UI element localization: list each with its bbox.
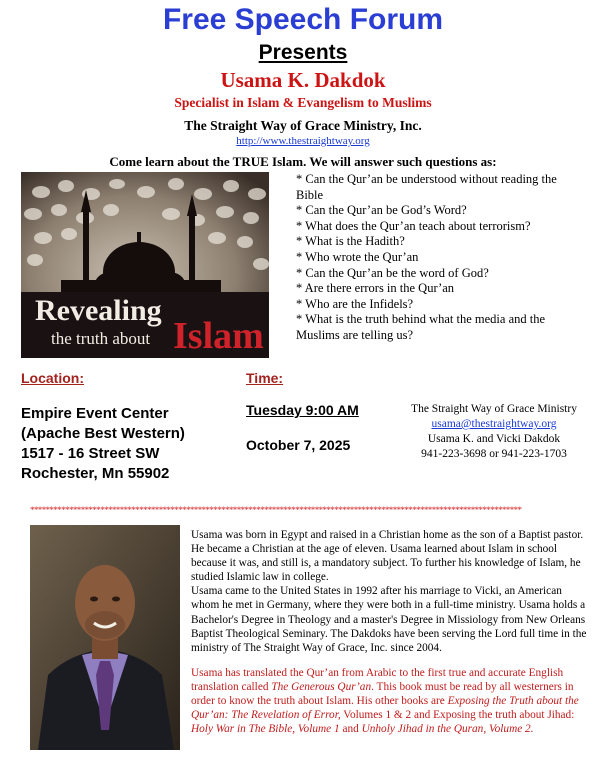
book-title: The Generous Qur’an (271, 680, 372, 693)
hero-text-islam: Islam (173, 315, 264, 357)
bio-paragraph-books (191, 666, 589, 736)
contact-org: The Straight Way of Grace Ministry (411, 403, 577, 415)
question-item: * Are there errors in the Qur’an (296, 281, 455, 296)
books-text: Volumes 1 & 2 and Exposing the truth about Jihad: (340, 709, 575, 722)
venue-name: Empire Event Center (21, 405, 169, 422)
contact-names: Usama K. and Vicki Dakdok (427, 433, 561, 445)
time-label: Time: (246, 370, 284, 386)
book-title: Exposing the Truth about the Qur’an: The Revelation of Error, (191, 695, 579, 722)
books-text: and (339, 723, 362, 736)
book-title: Holy War in The Bible, Volume 1 (191, 723, 340, 736)
speaker-name: Usama K. Dakdok (220, 68, 386, 92)
venue-address (21, 404, 185, 484)
page-title: Free Speech Forum (162, 3, 444, 36)
ministry-name: The Straight Way of Grace Ministry, Inc. (184, 118, 422, 133)
question-item: * What is the Hadith? (296, 234, 405, 249)
revealing-islam-image (21, 172, 269, 358)
question-item: * What is the truth behind what the media and the Muslims are telling us? (296, 312, 546, 342)
question-item: * What does the Qur’an teach about terrorism? (296, 218, 531, 233)
question-item: * Who are the Infidels? (296, 296, 414, 311)
hero-text-revealing: Revealing (35, 294, 162, 327)
question-item: * Who wrote the Qur’an (296, 249, 419, 264)
question-item: * Can the Qur’an be the word of God? (296, 265, 489, 280)
hero-text-truth: the truth about (51, 329, 151, 348)
ministry-link[interactable]: http://www.thestraightway.org (236, 135, 370, 147)
questions-list (296, 172, 586, 344)
books-text: . This book must be read by all westerners in order to know the truth about Islam. His other books are (191, 680, 574, 708)
venue-street: 1517 - 16 Street SW (21, 445, 160, 462)
event-day-time: Tuesday 9:00 AM (246, 402, 359, 418)
contact-block (396, 402, 592, 462)
speaker-bio (191, 528, 589, 736)
speaker-subtitle: Specialist in Islam & Evangelism to Muslims (174, 95, 432, 110)
presents-heading: Presents (258, 41, 348, 64)
venue-city: Rochester, Mn 55902 (21, 465, 170, 482)
location-label: Location: (21, 370, 84, 386)
event-date: October 7, 2025 (246, 437, 351, 453)
venue-alt-name: (Apache Best Western) (21, 425, 185, 442)
books-text: Usama has translated the Qur’an from Arabic to the first true and accurate English translation called (191, 666, 564, 693)
intro-text: Come learn about the TRUE Islam. We will answer such questions as: (109, 154, 497, 169)
question-item: * Can the Qur’an be God’s Word? (296, 203, 467, 218)
bio-paragraph-2: Usama came to the United States in 1992 after his marriage to Vicki, an American whom he met in Germany, where they were both in a full-time ministry. Usama holds a Bachelor's Degree in Theology and a master's Degree in Missiology from New Orleans Baptist Theological Seminary. The Dakdoks have been serving the Lord full time in the ministry of The Straight Way of Grace, Inc. since 2004. (191, 585, 587, 654)
contact-email-link[interactable]: usama@thestraightway.org (431, 418, 557, 430)
speaker-photo (30, 525, 180, 750)
book-title: Unholy Jihad in the Quran, Volume 2. (361, 723, 534, 736)
bio-paragraph-1: Usama was born in Egypt and raised in a Christian home as the son of a Baptist pastor. He became a Christian at the age of eleven. Usama learned about Islam in school because it was, and still is, a mandatory subject. To further his knowledge of Islam, he studied Islamic law in college. (191, 529, 584, 584)
star-divider: ****************************************************************************************************************************** (30, 505, 522, 515)
question-item: * Can the Qur’an be understood without reading the Bible (296, 172, 557, 202)
contact-phones: 941-223-3698 or 941-223-1703 (421, 448, 567, 460)
